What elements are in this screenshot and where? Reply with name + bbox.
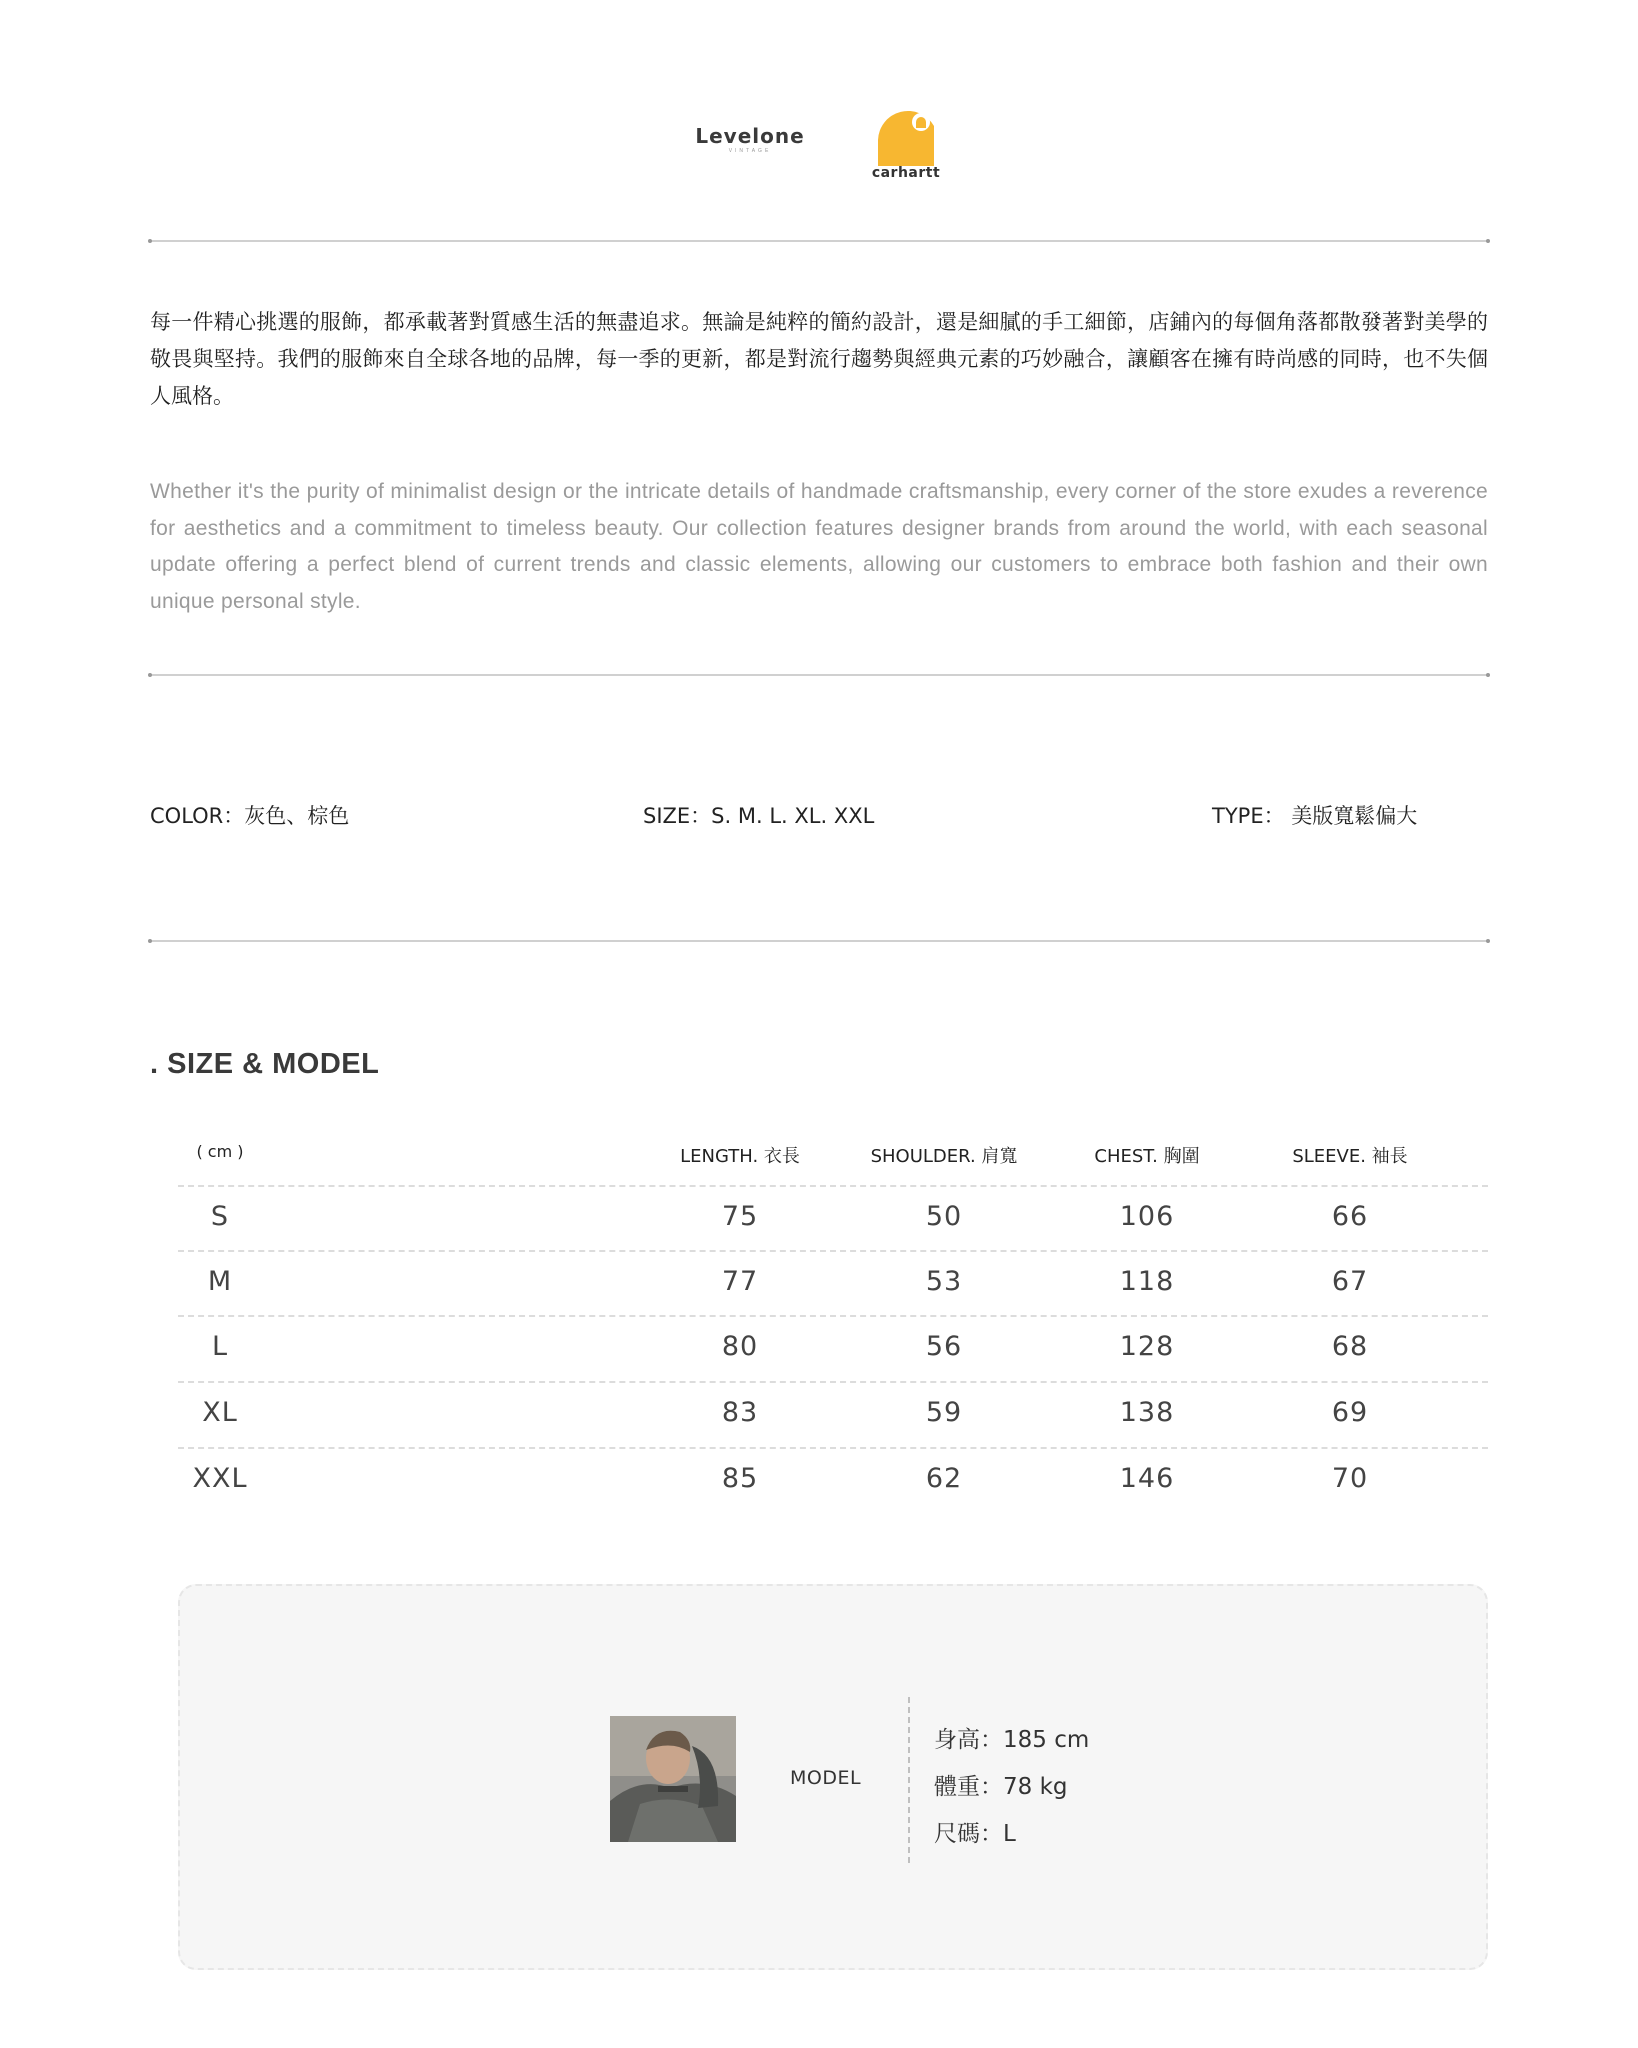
model-label: MODEL (790, 1767, 862, 1789)
table-header-row (178, 1130, 1488, 1185)
cell-size: XL (202, 1397, 238, 1428)
levelone-logo-text: Levelone (695, 124, 805, 148)
cell-size: M (207, 1266, 233, 1297)
model-stats (934, 1717, 1089, 1858)
cell-shoulder: 62 (925, 1463, 963, 1494)
unit-label: ( cm ) (196, 1142, 244, 1161)
cell-length: 85 (721, 1463, 759, 1494)
cell-length: 83 (721, 1397, 759, 1428)
cell-shoulder: 56 (925, 1331, 963, 1362)
carhartt-logo-text: carhartt (871, 165, 941, 181)
cell-sleeve: 67 (1331, 1266, 1369, 1297)
cell-length: 80 (721, 1331, 759, 1362)
table-row (178, 1315, 1488, 1381)
header-sleeve: SLEEVE. 袖長 (1292, 1146, 1408, 1167)
cell-sleeve: 68 (1331, 1331, 1369, 1362)
cell-chest: 106 (1119, 1201, 1175, 1232)
cell-length: 75 (721, 1201, 759, 1232)
cell-sleeve: 69 (1331, 1397, 1369, 1428)
cell-sleeve: 66 (1331, 1201, 1369, 1232)
spec-type: TYPE： 美版寬鬆偏大 (1212, 804, 1418, 828)
cell-size: XXL (192, 1463, 248, 1494)
cell-chest: 118 (1119, 1266, 1175, 1297)
model-size: 尺碼：L (934, 1821, 1016, 1847)
intro-chinese-paragraph: 每一件精心挑選的服飾，都承載著對質感生活的無盡追求。無論是純粹的簡約設計，還是細膩的手工細節，店鋪內的每個角落都散發著對美學的敬畏與堅持。我們的服飾來自全球各地的品牌，每一季的更新，都是對流行趨勢與經典元素的巧妙融合，讓顧客在擁有時尚感的同時，也不失個人風格。 (150, 310, 1488, 408)
cell-shoulder: 59 (925, 1397, 963, 1428)
cell-size: S (210, 1201, 230, 1232)
model-height: 身高：185 cm (934, 1727, 1090, 1753)
table-row (178, 1185, 1488, 1250)
table-row (178, 1447, 1488, 1512)
levelone-logo (690, 124, 810, 154)
cell-sleeve: 70 (1331, 1463, 1369, 1494)
cell-chest: 138 (1119, 1397, 1175, 1428)
levelone-logo-subtext: VINTAGE (728, 148, 772, 154)
model-divider (908, 1697, 910, 1863)
cell-size: L (211, 1331, 229, 1362)
header-length: LENGTH. 衣長 (680, 1146, 800, 1167)
divider (150, 674, 1488, 676)
table-row (178, 1250, 1488, 1315)
model-photo (610, 1716, 736, 1842)
spec-size: SIZE：S. M. L. XL. XXL (643, 804, 875, 828)
section-title: . SIZE & MODEL (150, 1048, 380, 1080)
cell-chest: 146 (1119, 1463, 1175, 1494)
header-shoulder: SHOULDER. 肩寬 (870, 1146, 1018, 1167)
model-weight: 體重：78 kg (934, 1774, 1068, 1800)
cell-shoulder: 50 (925, 1201, 963, 1232)
header-chest: CHEST. 胸圍 (1094, 1146, 1200, 1167)
intro-english-paragraph: Whether it's the purity of minimalist design or the intricate details of handmade craftsmanship, every corner of the store exudes a reverence for aesthetics and a commitment to timeless beauty. Our collection features designer brands from around the world, with each seasonal update offering a perfect blend of current trends and classic elements, allowing our customers to embrace both fashion and their own unique personal style. (150, 480, 1488, 613)
divider (150, 940, 1488, 942)
divider (150, 240, 1488, 242)
spec-color: COLOR：灰色、棕色 (150, 804, 350, 828)
table-row (178, 1381, 1488, 1447)
size-table (178, 1130, 1488, 1512)
cell-chest: 128 (1119, 1331, 1175, 1362)
cell-length: 77 (721, 1266, 759, 1297)
cell-shoulder: 53 (925, 1266, 963, 1297)
